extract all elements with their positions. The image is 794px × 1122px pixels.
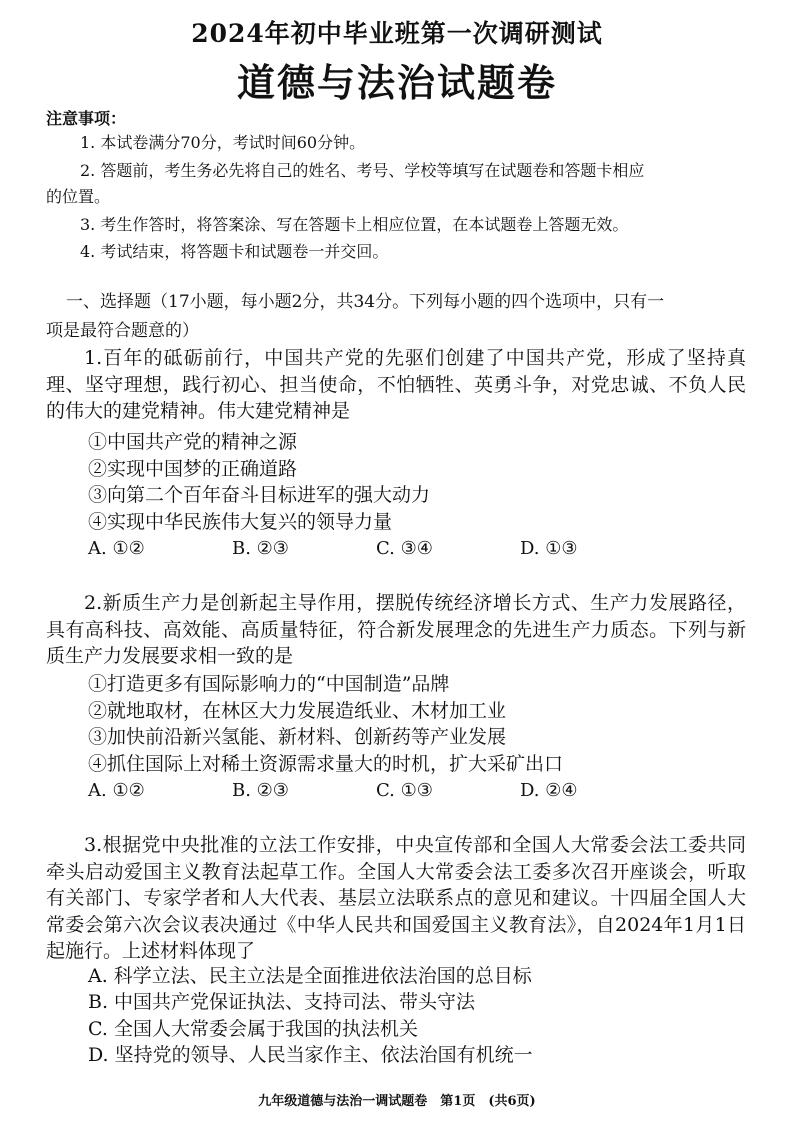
q2-item-2: ②就地取材，在林区大力发展造纸业、木材加工业 bbox=[88, 700, 507, 722]
notice-item-1: 1. 本试卷满分70分，考试时间60分钟。 bbox=[80, 133, 366, 152]
q1-choice-d: D. ①③ bbox=[520, 538, 578, 559]
q1-item-4: ④实现中华民族伟大复兴的领导力量 bbox=[88, 511, 393, 533]
q2-choice-d: D. ②④ bbox=[520, 780, 578, 801]
q2-choice-a: A. ①② bbox=[88, 780, 145, 801]
q3-option-d: D. 坚持党的领导、人民当家作主、依法治国有机统一 bbox=[88, 1044, 533, 1066]
q1-choices bbox=[88, 538, 664, 559]
q1-choice-a: A. ①② bbox=[88, 538, 145, 559]
question-3-stem: 3.根据党中央批准的立法工作安排，中央宣传部和全国人大常委会法工委共同牵头启动爱国主义教育法起草工作。全国人大常委会法工委多次召开座谈会，听取有关部门、专家学者和人大代表、基层立法联系点的意见和建议。十四届全国人大常委会第六次会议表决通过《中华人民共和国爱国主义教育法》，自2024年1月1日起施行。上述材料体现了 bbox=[46, 834, 746, 962]
exam-subtitle: 道德与法治试题卷 bbox=[236, 60, 557, 105]
q2-item-4: ④抓住国际上对稀土资源需求量大的时机，扩大采矿出口 bbox=[88, 753, 564, 775]
notice-heading: 注意事项： bbox=[46, 109, 127, 128]
question-2-stem: 2.新质生产力是创新起主导作用，摆脱传统经济增长方式、生产力发展路径，具有高科技、高效能、高质量特征，符合新发展理念的先进生产力质态。下列与新质生产力发展要求相一致的是 bbox=[46, 592, 746, 667]
q2-choice-b: B. ②③ bbox=[232, 780, 289, 801]
notice-item-2-cont: 的位置。 bbox=[46, 187, 111, 206]
section-heading-cont: 项是最符合题意的） bbox=[46, 321, 199, 341]
q1-item-2: ②实现中国梦的正确道路 bbox=[88, 458, 298, 480]
section-heading: 一、选择题（17小题，每小题2分，共34分。下列每小题的四个选项中，只有一 bbox=[66, 292, 665, 312]
q2-item-3: ③加快前沿新兴氢能、新材料、创新药等产业发展 bbox=[88, 726, 507, 748]
q3-option-c: C. 全国人大常委会属于我国的执法机关 bbox=[88, 1018, 418, 1040]
q1-item-1: ①中国共产党的精神之源 bbox=[88, 431, 298, 453]
q2-item-1: ①打造更多有国际影响力的“中国制造”品牌 bbox=[88, 673, 450, 695]
notice-item-2: 2. 答题前，考生务必先将自己的姓名、考号、学校等填写在试题卷和答题卡相应 bbox=[80, 161, 645, 180]
page-footer: 九年级道德与法治一调试题卷 第1页 (共6页) bbox=[258, 1094, 536, 1109]
q1-choice-b: B. ②③ bbox=[232, 538, 289, 559]
q2-choices bbox=[88, 780, 664, 801]
notice-item-3: 3. 考生作答时，将答案涂、写在答题卡上相应位置，在本试题卷上答题无效。 bbox=[80, 215, 629, 234]
q1-item-3: ③向第二个百年奋斗目标进军的强大动力 bbox=[88, 484, 431, 506]
q1-choice-c: C. ③④ bbox=[376, 538, 433, 559]
notice-item-4: 4. 考试结束，将答题卡和试题卷一并交回。 bbox=[80, 242, 389, 261]
q3-option-a: A. 科学立法、民主立法是全面推进依法治国的总目标 bbox=[88, 965, 532, 987]
q2-choice-c: C. ①③ bbox=[376, 780, 433, 801]
question-1-stem: 1.百年的砥砺前行，中国共产党的先驱们创建了中国共产党，形成了坚持真理、坚守理想，践行初心、担当使命，不怕牺牲、英勇斗争，对党忠诚、不负人民的伟大的建党精神。伟大建党精神是 bbox=[46, 347, 746, 422]
exam-title: 2024年初中毕业班第一次调研测试 bbox=[191, 19, 603, 48]
q3-option-b: B. 中国共产党保证执法、支持司法、带头守法 bbox=[88, 991, 476, 1013]
